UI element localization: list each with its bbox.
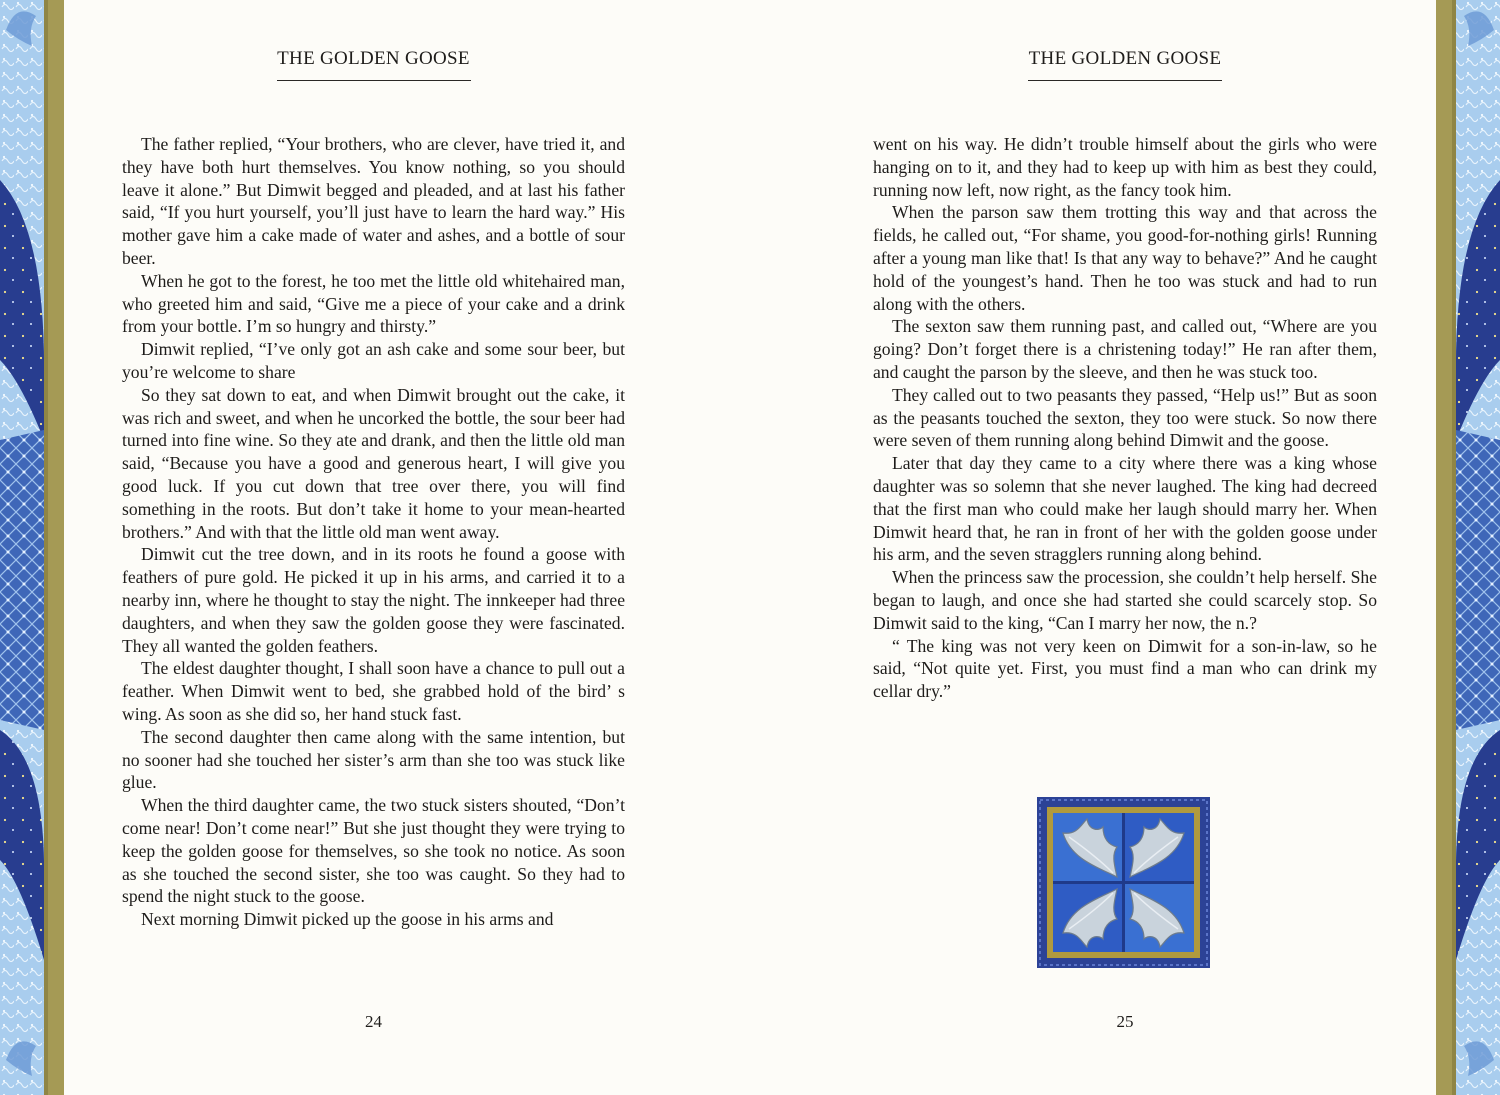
paragraph: When the princess saw the procession, she couldn’t help herself. She began to laugh, and once she had started she could scarcely stop. So Dimwit said to the king, “Can I marry her now, the n.? <box>873 567 1377 633</box>
paragraph: Dimwit replied, “I’ve only got an ash cake and some sour beer, but you’re welcome to share <box>122 339 625 382</box>
page-number: 25 <box>1116 1012 1134 1031</box>
paragraph-continuation: went on his way. He didn’t trouble himself about the girls who were hanging on to it, and they had to keep up with him as best they could, running now left, now right, as the fancy took him. <box>873 134 1377 200</box>
paragraph: The father replied, “Your brothers, who are clever, have tried it, and they have both hurt themselves. You know nothing, so you should leave it alone.” But Dimwit begged and pleaded, and at last his father said, “If you hurt yourself, you’ll just have to learn the hard way.” His mother gave him a cake made of water and ashes, and a bottle of sour beer. <box>122 134 625 268</box>
paragraph: When the parson saw them trotting this way and that across the fields, he called out, “For shame, you good-for-nothing girls! Running after a young man like that! Is that any way to behave?” And he caught hold of the youngest’s hand. Then he too was stuck and had to run along with the others. <box>873 202 1377 314</box>
running-head: THE GOLDEN GOOSE <box>1028 48 1222 69</box>
paragraph: Later that day they came to a city where there was a king whose daughter was so solemn that she never laughed. The king had decreed that the first man who could make her laugh should marry her. When Dimwit heard that, he ran in front of her with the golden goose under his arm, and the seven stragglers running along behind. <box>873 453 1377 565</box>
page-number: 24 <box>365 1012 382 1031</box>
paragraph: Next morning Dimwit picked up the goose in his arms and <box>141 909 554 930</box>
acanthus-leaf-tile-icon <box>1037 797 1210 968</box>
body-text <box>873 133 1377 703</box>
paragraph: So they sat down to eat, and when Dimwit brought out the cake, it was rich and sweet, and when he uncorked the bottle, the sour beer had turned into fine wine. So they ate and drank, and then the little old man said, “Because you have a good and generous heart, I will give you good luck. If you cut down that tree over there, you will find something in the roots. But don’t take it home to your mean-hearted brothers.” And with that the little old man went away. <box>122 384 625 542</box>
paragraph: Dimwit cut the tree down, and in its roots he found a goose with feathers of pure gold. He picked it up in his arms, and carried it to a nearby inn, where he thought to stay the night. The innkeeper had three daughters, and when they saw the golden goose they were fascinated. They all wanted the golden feathers. <box>122 544 625 656</box>
header-rule <box>1028 80 1222 81</box>
body-text <box>122 133 625 931</box>
paragraph: The eldest daughter thought, I shall soon have a chance to pull out a feather. When Dimwit went to bed, she grabbed hold of the bird’ s wing. As soon as she did so, her hand stuck fast. <box>122 658 625 724</box>
header-rule <box>277 80 471 81</box>
paragraph: They called out to two peasants they passed, “Help us!” But as soon as the peasants touched the sexton, they too were stuck. So now there were seven of them running along behind Dimwit and the goose. <box>873 384 1377 451</box>
left-page <box>122 0 625 931</box>
right-page <box>873 0 1377 703</box>
left-decorative-border <box>0 0 64 1095</box>
paragraph: The sexton saw them running past, and called out, “Where are you going? Don’t forget there is a christening today!” He ran after them, and caught the parson by the sleeve, and then he was stuck too. <box>873 316 1377 382</box>
paragraph: The second daughter then came along with the same intention, but no sooner had she touched her sister’s arm than she too was stuck like glue. <box>122 726 625 793</box>
paragraph: When he got to the forest, he too met the little old whitehaired man, who greeted him and said, “Give me a piece of your cake and a drink from your bottle. I’m so hungry and thirsty.” <box>122 270 625 337</box>
running-head: THE GOLDEN GOOSE <box>277 48 470 69</box>
right-decorative-border <box>1436 0 1500 1095</box>
paragraph: When the third daughter came, the two stuck sisters shouted, “Don’t come near! Don’t come near!” But she just thought they were trying to keep the golden goose for themselves, so she took no notice. As soon as she touched the second sister, she too was caught. So they had to spend the night stuck to the goose. <box>122 795 625 907</box>
paragraph: “ The king was not very keen on Dimwit for a son-in-law, so he said, “Not quite yet. First, you must find a man who can drink my cellar dry.” <box>873 635 1377 702</box>
